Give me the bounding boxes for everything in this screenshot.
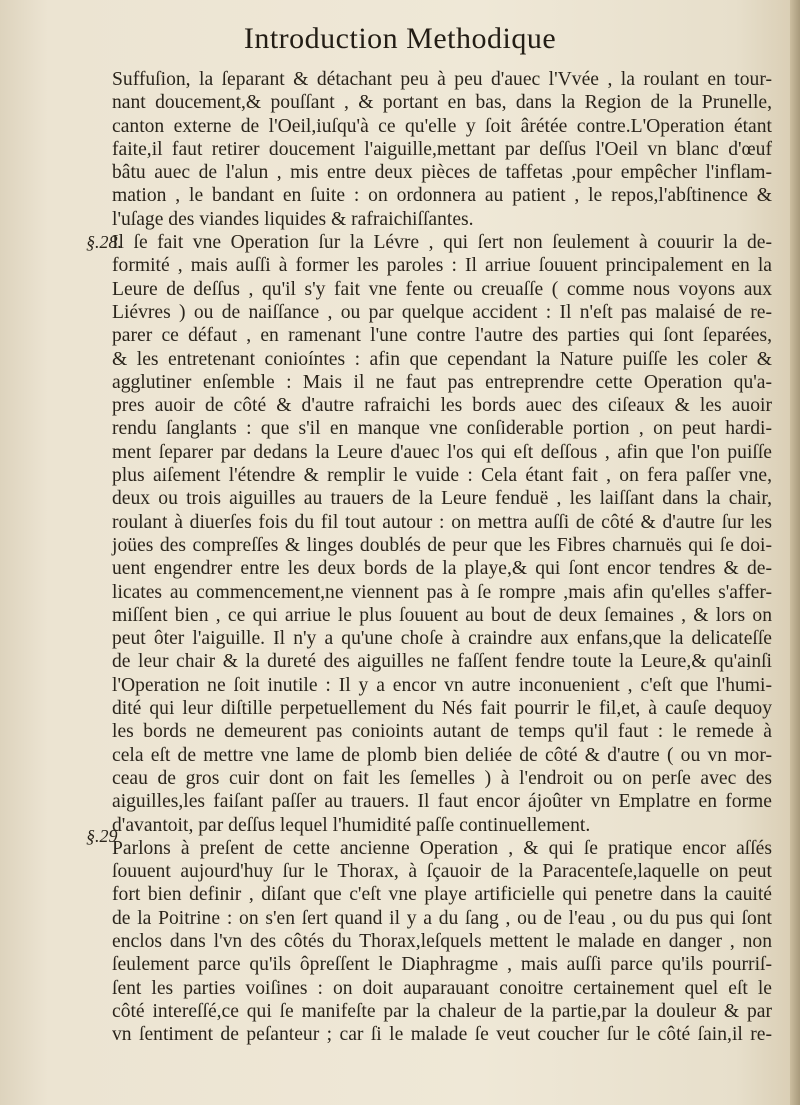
text-line: Liévres ) ou de naiſſance , ou par quelque accident : Il n'eſt pas malaisé de re- xyxy=(112,301,772,323)
text-line: ſeulement parce qu'ils ôpreſſent le Diaphragme , mais auſſi parce qu'ils pourriſ- xyxy=(112,954,772,976)
text-line: vn ſentiment de peſanteur ; car ſi le malade ſe veut coucher ſur le côté ſain,il re- xyxy=(112,1024,772,1046)
text-line: deux ou trois aiguilles au trauers de la Leure fenduë , les laiſſant dans la chair, xyxy=(112,488,772,510)
text-line: ceau de gros cuir dont on fait les ſemelles ) à l'endroit ou on perſe avec des xyxy=(112,767,772,789)
text-line: dité qui leur diſtille perpetuellement du Nés fait pourrir le fil,et, à cauſe dequoy xyxy=(112,698,772,720)
margin-paragraph-number: §.28. xyxy=(86,232,122,252)
text-line: formité , mais auſſi à former les paroles : Il arriue ſouuent principalement en la xyxy=(112,255,772,277)
text-line: ſouuent aujourd'huy ſur le Thorax, à ſçauoir de la Paracenteſe,laquelle on peut xyxy=(112,861,772,883)
text-line: les bords ne demeurent pas conioints autant de temps qu'il faut : le remede à xyxy=(112,721,772,743)
text-line: l'uſage des viandes liquides & rafraichiſſantes. xyxy=(112,208,474,230)
text-line: plus aiſement l'étendre & remplir le vuide : Cela étant fait , on fera paſſer vne, xyxy=(112,465,772,487)
text-line: agglutiner enſemble : Mais il ne faut pas entreprendre cette Operation qu'a- xyxy=(112,371,772,393)
text-line: canton externe de l'Oeil,iuſqu'à ce qu'elle y ſoit ârétée contre.L'Operation étant xyxy=(112,115,772,137)
text-line: parer ce défaut , en ramenant l'une contre l'autre des parties qui ſont ſeparées, xyxy=(112,325,772,347)
text-line: de leur chair & la dureté des aiguilles ne faſſent fendre toute la Leure,& qu'ainſi xyxy=(112,651,772,673)
text-line: licates au commencement,ne viennent pas à ſe rompre ,mais afin qu'elles s'affer- xyxy=(112,581,772,603)
text-line: l'Operation ne ſoit inutile : Il y a encor vn autre inconuenient , c'eſt que l'humi- xyxy=(112,674,772,696)
text-line: faite,il faut retirer doucement l'aiguille,mettant par deſſus l'Oeil vn blanc d'œuf xyxy=(112,138,772,160)
text-line: côté intereſſé,ce qui ſe manifeſte par la chaleur de la partie,par la douleur & par xyxy=(112,1000,772,1022)
text-line: Leure de deſſus , qu'il s'y fait vne fente ou creuaſſe ( comme nous voyons aux xyxy=(112,278,772,300)
text-line: mation , le bandant en ſuite : on ordonnera au patient , le repos,l'abſtinence & xyxy=(112,185,772,207)
text-line: ſent les parties voiſines : on doit auparauant conoitre certainement quel eſt le xyxy=(112,977,772,999)
text-line: de la Poitrine : on s'en ſert quand il y a du ſang , ou de l'eau , ou du pus qui ſont xyxy=(112,907,772,929)
text-line: joües des compreſſes & linges doublés de peur que les Fibres charnuës qui ſe doi- xyxy=(112,534,772,556)
text-line: nant doucement,& pouſſant , & portant en bas, dans la Region de la Prunelle, xyxy=(112,92,772,114)
text-line: pres auoir de côté & d'autre rafraichi les bords auec des ciſeaux & les auoir xyxy=(112,395,772,417)
text-line: d'avantoit, par deſſus lequel l'humidité paſſe continuellement. xyxy=(112,814,591,836)
running-header: Introduction Methodique xyxy=(243,22,557,55)
page-edge xyxy=(790,0,800,1105)
text-line: peut ôter l'aiguille. Il n'y a qu'une choſe à craindre aux enfans,que la delicateſſe xyxy=(112,628,772,650)
margin-paragraph-number: §.29 xyxy=(86,826,118,846)
text-line: aiguilles,les faiſant paſſer au trauers. Il faut encor ájoûter vn Emplatre en forme xyxy=(112,791,772,813)
text-line: Suffuſion, la ſeparant & détachant peu à peu d'auec l'Vvée , la roulant en tour- xyxy=(112,69,772,90)
text-line: Parlons à preſent de cette ancienne Operation , & qui ſe pratique encor aſſés xyxy=(112,837,772,859)
text-line: enclos dans l'vn des côtés du Thorax,leſquels mettent le malade en danger , non xyxy=(112,930,772,952)
text-line: Il ſe fait vne Operation ſur la Lévre , qui ſert non ſeulement à couurir la de- xyxy=(112,232,772,254)
text-line: roulant à diuerſes fois du fil tout autour : on mettra auſſi de côté & d'autre ſur les xyxy=(112,511,772,533)
text-line: fort bien definir , diſant que c'eſt vne playe artificielle qui penetre dans la cauité xyxy=(112,884,772,906)
text-line: cela eſt de mettre vne lame de plomb bien deliée de côté & d'autre ( ou vn mor- xyxy=(112,744,772,766)
text-line: uent engendrer entre les deux bords de la playe,& qui ſont encor tendres & de- xyxy=(112,558,772,580)
text-line: bâtu auec de l'alun , mis entre deux pièces de taffetas ,pour empêcher l'inflam- xyxy=(112,162,772,184)
text-line: rendu ſanglants : que s'il en manque vne conſiderable portion , on peut hardi- xyxy=(112,418,772,440)
body-text xyxy=(112,68,772,1046)
text-line: ment ſeparer par dedans la Leure d'auec l'os qui eſt deſſous , afin que l'on puiſſe xyxy=(112,441,772,463)
text-line: & les entretenant conioíntes : afin que cependant la Nature puiſſe les coler & xyxy=(112,348,772,370)
text-line: miſſent bien , ce qui arriue le plus ſouuent au bout de deux ſemaines , & lors on xyxy=(112,604,772,626)
